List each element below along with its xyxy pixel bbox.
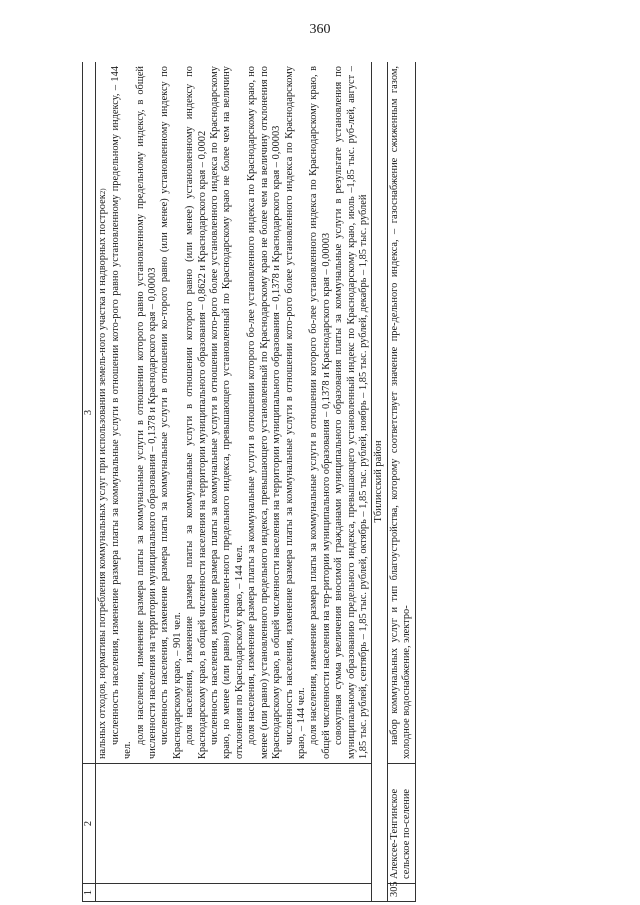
- indicator-text: набор коммунальных услуг и тип благоустройства, которому соответствует значение пре-дельного индекса, – газоснабжение сжиженным газом, холодное водоснабжение, электро-: [388, 66, 413, 759]
- indicator-text: доля населения, изменение размера платы за коммунальные услуги в отношении которого бо-лее установленного индекса по Краснодарскому краю, но менее (или равно) установленного предельного индекса, превышающего установленный по Краснодарскому краю не более чем на величину отклонения по Краснодарскому краю, в общей численности населения на территории муниципального образования – 0,1378 и Краснодарского края – 0,00003: [246, 66, 283, 759]
- indicator-text: численность населения, изменение размера платы за коммунальные услуги в отношении ко-торого равно (или менее) установленному индексу по Краснодарскому краю, – 901 чел.: [159, 66, 183, 759]
- document-page: [82, 62, 578, 902]
- indicator-text: численность населения, изменение размера платы за коммунальные услуги в отношении кото-рого равно установленному предельному индексу, – 144 чел.: [109, 66, 134, 759]
- table-row: [387, 62, 415, 902]
- indicator-text: численность населения, изменение размера платы за коммунальные услуги в отношении кото-рого более установленного индекса по Краснодарскому краю, – 144 чел.: [283, 66, 307, 759]
- indicator-text: нальных отходов, нормативы потребления коммунальных услуг при использовании земель-ного участка и надворных построек: [97, 194, 109, 759]
- settlement-cell: Алексее-Тенгинское сельское по-селение: [387, 764, 415, 884]
- district-row: [372, 62, 387, 902]
- continued-row: [96, 62, 372, 902]
- rotated-table-container: [82, 62, 578, 902]
- indicator-text: совокупная сумма увеличения вносимой гражданами муниципального образования платы за коммунальные услуги в результате установления по муниципальному образованию предельного индекса, превышающего установленный индекс по Краснодарскому краю, июль –1,85 тыс. руб-лей, август – 1,85 тыс. рублей, сентябрь – 1,85 тыс. рублей, октябрь – 1,85 тыс. рублей, ноябрь – 1,85 тыс. рублей, декабрь – 1,85 тыс. рублей: [333, 66, 369, 759]
- indicator-text: доля населения, изменение размера платы за коммунальные услуги в отношении которого равно (или менее) установленному индексу по Краснодарскому краю, в общей численности населения на территории муниципального образования – 0,8622 и Краснодарского края – 0,0002: [184, 66, 208, 759]
- district-name: Тбилисский район: [372, 62, 387, 902]
- col-header-1: 1: [83, 884, 96, 902]
- col-header-2: 2: [83, 764, 96, 884]
- settlement-cell: [96, 764, 372, 884]
- indicators-cell: [387, 62, 415, 764]
- index-table: [82, 62, 416, 902]
- indicator-text: доля населения, изменение размера платы за коммунальные услуги в отношении которого бо-лее установленного индекса по Краснодарскому краю, в общей численности населения на тер-ритории муниципального образования – 0,1378 и Краснодарского края – 0,00003: [308, 66, 332, 759]
- footnote-marker: 2): [99, 188, 108, 195]
- col-header-3: 3: [83, 62, 96, 764]
- row-num-cell: [96, 884, 372, 902]
- indicators-cell: [96, 62, 372, 764]
- indicator-text: численность населения, изменение размера платы за коммунальные услуги в отношении кото-рого более установленного индекса по Краснодарскому краю, но менее (или равно) установлен-ного предельного индекса, превышающего установленный по Краснодарскому краю не более чем на величину отклонения по Краснодарскому краю, – 144 чел.: [209, 66, 245, 759]
- header-row: [83, 62, 96, 902]
- indicator-text: доля населения, изменение размера платы за коммунальные услуги в отношении которого равно установленному предельному индексу, в общей численности населения на территории муниципального образования – 0,1378 и Краснодарского края – 0,00003: [134, 66, 159, 759]
- page-number: 360: [309, 22, 331, 37]
- row-num-cell: 305: [387, 884, 415, 902]
